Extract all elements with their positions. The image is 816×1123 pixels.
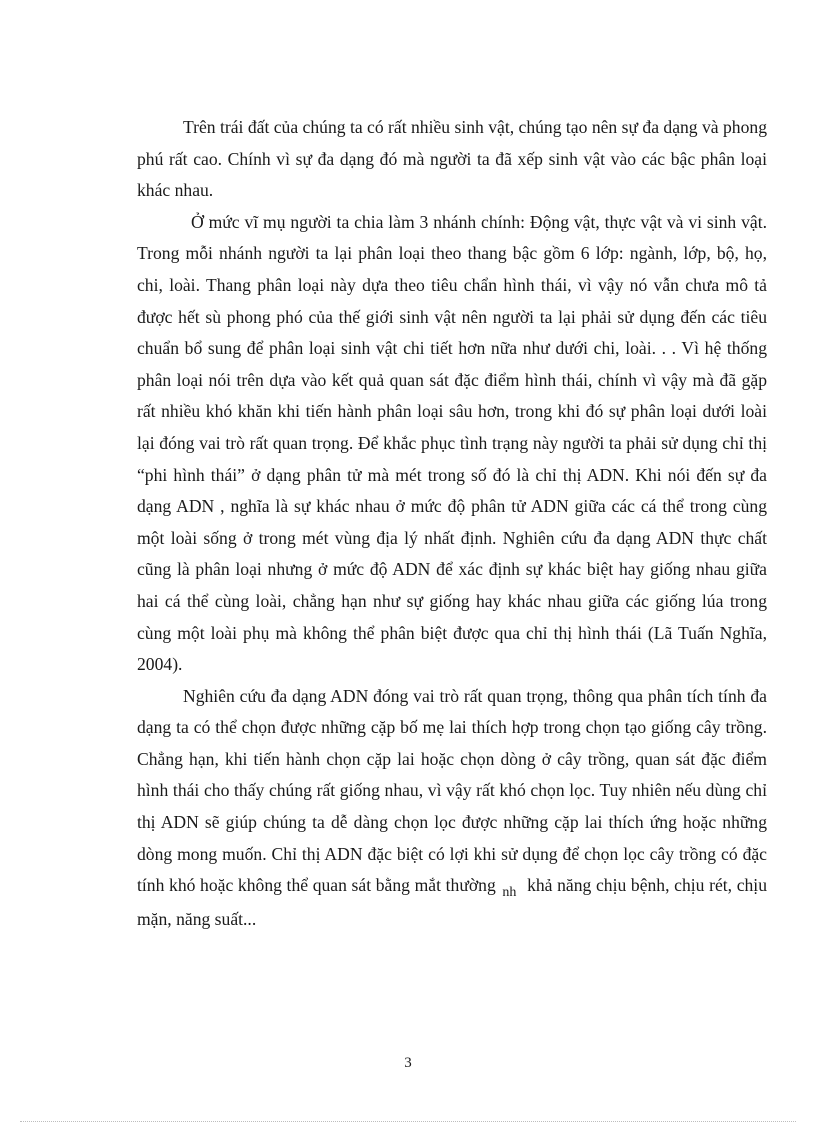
- paragraph-3-subscript: nh: [502, 885, 517, 901]
- body-text: [137, 112, 767, 935]
- paragraph-2: Ở mức vĩ mụ người ta chia làm 3 nhánh chính: Động vật, thực vật và vi sinh vật. Trong mỗi nhánh người ta lại phân loại theo thang bậc gồm 6 lớp: ngành, lớp, bộ, họ, chi, loài. Thang phân loại này dựa theo tiêu chẩn hình thái, vì vậy nó vẫn chưa mô tả được hết sù phong phó của thế giới sinh vật nên người ta lại phải sử dụng đến các tiêu chuẩn bổ sung để phân loại sinh vật chi tiết hơn nữa như dưới chi, loài. . . Vì hệ thống phân loại nói trên dựa vào kết quả quan sát đặc điểm hình thái, chính vì vậy mà đã gặp rất nhiều khó khăn khi tiến hành phân loại sâu hơn, trong khi đó sự phân loại dưới loài lại đóng vai trò rất quan trọng. Để khắc phục tình trạng này người ta phải sử dụng chỉ thị “phi hình thái” ở dạng phân tử mà mét trong số đó là chỉ thị ADN. Khi nói đến sự đa dạng ADN , nghĩa là sự khác nhau ở mức độ phân tử ADN giữa các cá thể trong cùng một loài sống ở trong mét vùng địa lý nhất định. Nghiên cứu đa dạng ADN thực chất cũng là phân loại nhưng ở mức độ ADN để xác định sự khác biệt hay giống nhau giữa hai cá thể cùng loài, chẳng hạn như sự giống hay khác nhau giữa các giống lúa trong cùng một loài phụ mà không thể phân biệt được qua chỉ thị hình thái (Lã Tuấn Nghĩa, 2004).: [137, 211, 767, 675]
- page-number: 3: [404, 1055, 412, 1071]
- page-bottom-divider: [20, 1121, 796, 1122]
- paragraph-3-body: Nghiên cứu đa dạng ADN đóng vai trò rất quan trọng, thông qua phân tích tính đa dạng ta có thể chọn được những cặp bố mẹ lai thích hợp trong chọn tạo giống cây trồng. Chẳng hạn, khi tiến hành chọn cặp lai hoặc chọn dòng ở cây trồng, quan sát đặc điểm hình thái cho thấy chúng rất giống nhau, vì vậy rất khó chọn lọc. Tuy nhiên nếu dùng chỉ thị ADN sẽ giúp chúng ta dễ dàng chọn lọc được những cặp lai thích ứng hoặc những dòng mong muốn. Chỉ thị ADN đặc biệt có lợi khi sử dụng để chọn lọc cây trồng có đặc tính khó hoặc không thể quan sát bằng mắt thường: [137, 685, 767, 896]
- paragraph-3: [137, 681, 767, 936]
- paragraph-1: Trên trái đất của chúng ta có rất nhiều sinh vật, chúng tạo nên sự đa dạng và phong phú rất cao. Chính vì sự đa dạng đó mà người ta đã xếp sinh vật vào các bậc phân loại khác nhau.: [137, 117, 767, 201]
- paragraph-3-tail: khả năng chịu bệnh, chịu rét, chịu mặn, năng suất...: [137, 875, 767, 929]
